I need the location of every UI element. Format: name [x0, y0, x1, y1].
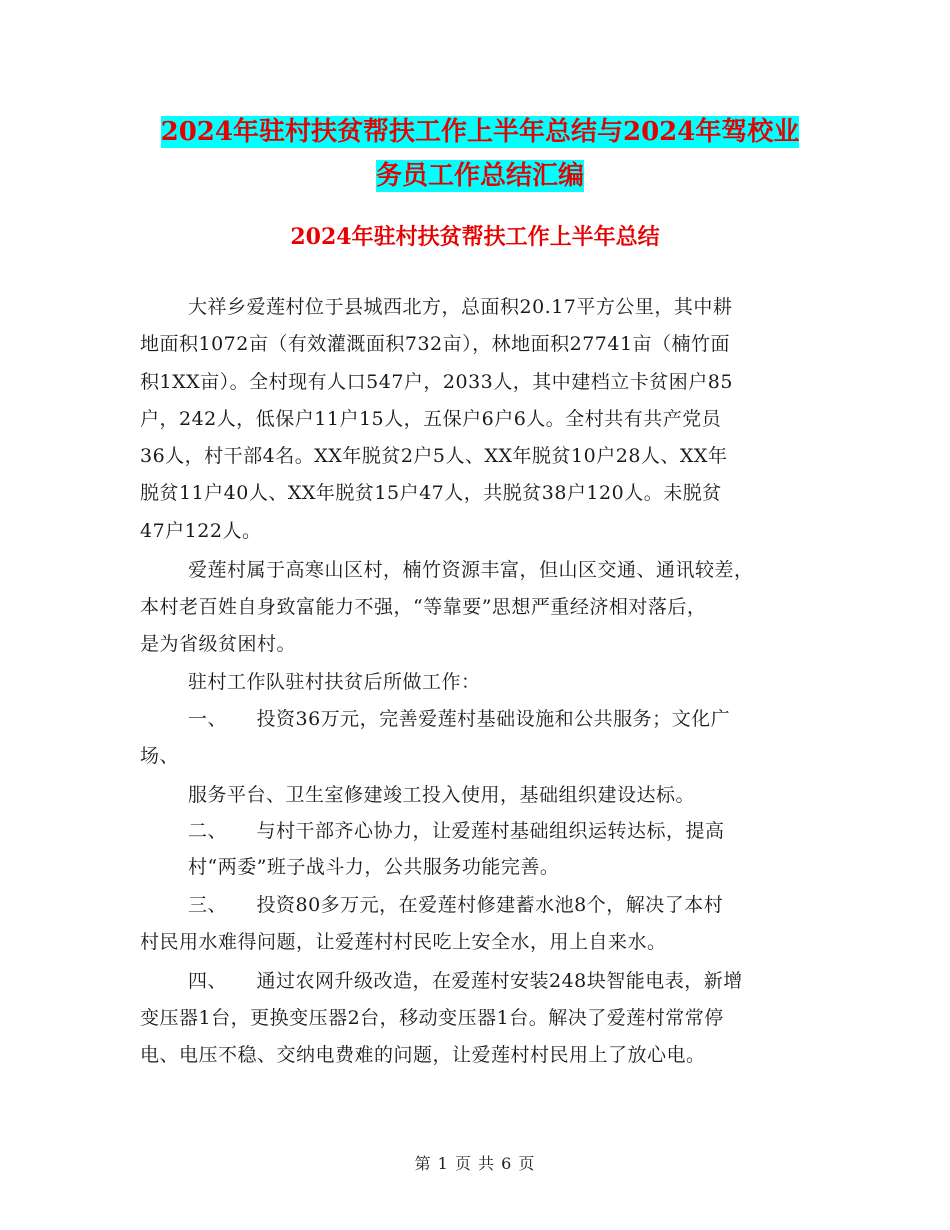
body-line: 36人，村干部4名。XX年脱贫2户5人、XX年脱贫10户28人、XX年: [140, 445, 728, 467]
body-line: 变压器1台，更换变压器2台，移动变压器1台。解决了爱莲村常常停: [140, 1007, 724, 1029]
document-title-line-2: [130, 152, 830, 200]
page-number-footer: 第 1 页 共 6 页: [414, 1154, 536, 1173]
body-line: 村“两委”班子战斗力，公共服务功能完善。: [188, 856, 560, 878]
body-line: 大祥乡爱莲村位于县城西北方，总面积20.17平方公里，其中耕: [188, 296, 733, 318]
body-line: 是为省级贫困村。: [140, 633, 297, 655]
body-line: 三、 投资80多万元，在爱莲村修建蓄水池8个，解决了本村: [188, 894, 724, 916]
body-line: 积1XX亩）。全村现有人口547户，2033人，其中建档立卡贫困户85: [140, 371, 733, 393]
body-line: 47户122人。: [140, 520, 262, 542]
body-line: 场、: [140, 745, 180, 767]
body-line: 电、电压不稳、交纳电费难的问题，让爱莲村村民用上了放心电。: [140, 1044, 706, 1066]
body-line: 村民用水难得问题，让爱莲村村民吃上安全水，用上自来水。: [140, 931, 667, 953]
body-line: 爱莲村属于高寒山区村，楠竹资源丰富，但山区交通、通讯较差，: [188, 559, 754, 581]
body-line: 服务平台、卫生室修建竣工投入使用，基础组织建设达标。: [188, 784, 696, 806]
body-line: 一、 投资36万元，完善爱莲村基础设施和公共服务；文化广: [188, 708, 731, 730]
title-highlight: 2024年驻村扶贫帮扶工作上半年总结与2024年驾校业: [160, 117, 800, 147]
body-line: 驻村工作队驻村扶贫后所做工作：: [188, 671, 481, 693]
body-line: 本村老百姓自身致富能力不强，“等靠要”思想严重经济相对落后，: [140, 596, 707, 618]
body-line: 脱贫11户40人、XX年脱贫15户47人，共脱贫38户120人。未脱贫: [140, 482, 722, 504]
title-highlight: 务员工作总结汇编: [375, 161, 584, 191]
section-title: 2024年驻村扶贫帮扶工作上半年总结: [290, 224, 660, 250]
body-line: 四、 通过农网升级改造，在爱莲村安装248块智能电表，新增: [188, 970, 743, 992]
body-line: 地面积1072亩（有效灌溉面积732亩），林地面积27741亩（楠竹面: [140, 333, 731, 355]
document-title-line-1: [130, 108, 830, 156]
body-line: 户，242人，低保户11户15人，五保户6户6人。全村共有共产党员: [140, 408, 722, 430]
body-line: 二、 与村干部齐心协力，让爱莲村基础组织运转达标，提高: [188, 820, 725, 842]
